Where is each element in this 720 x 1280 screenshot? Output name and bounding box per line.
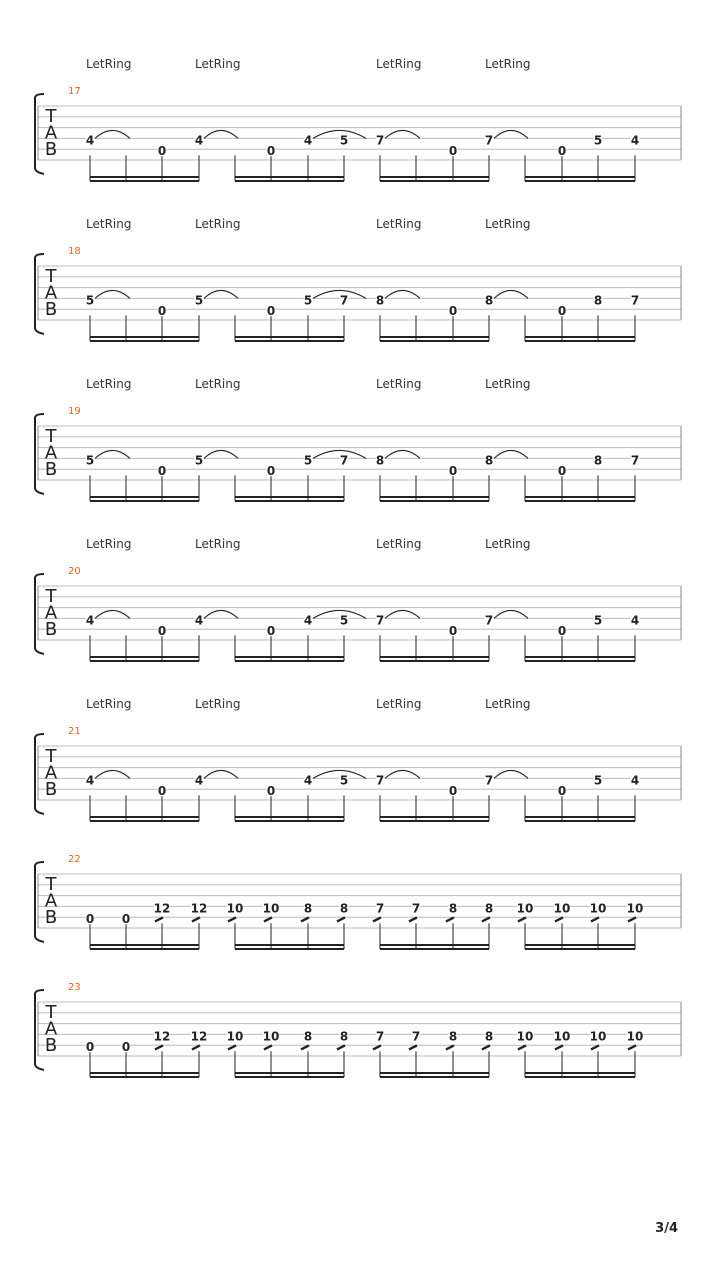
fret-number: 4 xyxy=(303,773,313,788)
fret-number: 5 xyxy=(85,453,95,468)
tab-clef-letter: B xyxy=(44,139,58,160)
fret-number: 10 xyxy=(626,1029,644,1044)
fret-number: 8 xyxy=(339,1029,349,1044)
fret-number: 10 xyxy=(553,901,571,916)
tab-clef-letter: T xyxy=(45,106,57,127)
fret-number: 7 xyxy=(484,613,494,628)
slide-mark xyxy=(155,1045,163,1049)
slide-mark xyxy=(264,917,272,921)
tab-system-23 xyxy=(35,982,681,1077)
fret-number: 0 xyxy=(557,144,567,159)
measure-number: 23 xyxy=(68,982,81,993)
fret-number: 12 xyxy=(153,1029,171,1044)
let-ring-label: LetRing xyxy=(376,697,422,711)
fret-number: 0 xyxy=(557,784,567,799)
fret-number: 5 xyxy=(339,613,349,628)
fret-number: 10 xyxy=(226,901,244,916)
fret-number: 10 xyxy=(553,1029,571,1044)
fret-number: 0 xyxy=(448,624,458,639)
fret-number: 7 xyxy=(375,901,385,916)
fret-number: 7 xyxy=(411,901,421,916)
fret-number: 8 xyxy=(484,901,494,916)
tab-system-18 xyxy=(35,217,681,341)
slide-mark xyxy=(337,917,345,921)
fret-number: 0 xyxy=(557,624,567,639)
fret-number: 4 xyxy=(85,773,95,788)
tab-clef-letter: T xyxy=(45,426,57,447)
let-ring-label: LetRing xyxy=(86,377,132,391)
measure-number: 19 xyxy=(68,406,81,417)
fret-number: 0 xyxy=(448,304,458,319)
let-ring-tie xyxy=(95,130,130,138)
let-ring-label: LetRing xyxy=(376,537,422,551)
let-ring-label: LetRing xyxy=(86,57,132,71)
tab-clef-letter: T xyxy=(45,746,57,767)
let-ring-tie xyxy=(204,290,238,298)
let-ring-tie xyxy=(385,290,420,298)
fret-number: 7 xyxy=(375,613,385,628)
fret-number: 8 xyxy=(375,293,385,308)
tab-clef-letter: T xyxy=(45,266,57,287)
fret-number: 4 xyxy=(303,613,313,628)
let-ring-label: LetRing xyxy=(195,57,241,71)
slide-mark xyxy=(482,917,490,921)
fret-number: 7 xyxy=(375,133,385,148)
slide-mark xyxy=(518,1045,526,1049)
fret-number: 7 xyxy=(630,453,640,468)
fret-number: 0 xyxy=(448,144,458,159)
let-ring-tie xyxy=(494,450,528,458)
tab-clef-letter: T xyxy=(45,874,57,895)
tab-clef-letter: B xyxy=(44,619,58,640)
fret-number: 7 xyxy=(484,773,494,788)
fret-number: 0 xyxy=(121,912,131,927)
fret-number: 10 xyxy=(516,901,534,916)
fret-number: 7 xyxy=(375,773,385,788)
measure-number: 20 xyxy=(68,566,81,577)
tab-clef-letter: A xyxy=(44,442,58,464)
fret-number: 8 xyxy=(375,453,385,468)
let-ring-label: LetRing xyxy=(485,377,531,391)
page-number: 3/4 xyxy=(655,1221,678,1236)
let-ring-tie xyxy=(494,130,528,138)
let-ring-label: LetRing xyxy=(86,217,132,231)
fret-number: 10 xyxy=(262,901,280,916)
let-ring-tie xyxy=(385,130,420,138)
fret-number: 10 xyxy=(516,1029,534,1044)
tab-clef-letter: B xyxy=(44,779,58,800)
tab-clef-letter: B xyxy=(44,299,58,320)
fret-number: 0 xyxy=(266,464,276,479)
fret-number: 8 xyxy=(593,293,603,308)
fret-number: 5 xyxy=(303,453,313,468)
tab-system-19 xyxy=(35,377,681,501)
fret-number: 4 xyxy=(194,613,204,628)
fret-number: 8 xyxy=(448,901,458,916)
fret-number: 5 xyxy=(593,773,603,788)
let-ring-tie xyxy=(95,610,130,618)
let-ring-tie xyxy=(204,770,238,778)
let-ring-label: LetRing xyxy=(86,537,132,551)
let-ring-tie xyxy=(385,450,420,458)
fret-number: 7 xyxy=(339,453,349,468)
let-ring-label: LetRing xyxy=(86,697,132,711)
slide-mark xyxy=(555,1045,563,1049)
let-ring-tie xyxy=(204,130,238,138)
fret-number: 5 xyxy=(303,293,313,308)
fret-number: 8 xyxy=(484,1029,494,1044)
fret-number: 7 xyxy=(484,133,494,148)
tab-system-21 xyxy=(35,697,681,821)
fret-number: 0 xyxy=(266,624,276,639)
slide-mark xyxy=(555,917,563,921)
fret-number: 0 xyxy=(157,624,167,639)
tab-clef-letter: A xyxy=(44,762,58,784)
fret-number: 4 xyxy=(194,133,204,148)
let-ring-label: LetRing xyxy=(195,697,241,711)
fret-number: 0 xyxy=(557,464,567,479)
fret-number: 5 xyxy=(194,293,204,308)
fret-number: 4 xyxy=(630,133,640,148)
fret-number: 4 xyxy=(303,133,313,148)
fret-number: 7 xyxy=(630,293,640,308)
fret-number: 5 xyxy=(339,133,349,148)
fret-number: 0 xyxy=(85,1040,95,1055)
fret-number: 5 xyxy=(85,293,95,308)
fret-number: 10 xyxy=(589,901,607,916)
slide-mark xyxy=(228,1045,236,1049)
fret-number: 0 xyxy=(157,784,167,799)
tab-clef-letter: B xyxy=(44,459,58,480)
fret-number: 0 xyxy=(121,1040,131,1055)
measure-number: 17 xyxy=(68,86,81,97)
fret-number: 0 xyxy=(448,784,458,799)
tab-clef-letter: A xyxy=(44,890,58,912)
fret-number: 0 xyxy=(448,464,458,479)
slide-mark xyxy=(228,917,236,921)
slide-mark xyxy=(518,917,526,921)
slide-mark xyxy=(337,1045,345,1049)
fret-number: 8 xyxy=(593,453,603,468)
slide-mark xyxy=(192,917,200,921)
let-ring-label: LetRing xyxy=(195,537,241,551)
fret-number: 8 xyxy=(303,1029,313,1044)
fret-number: 7 xyxy=(411,1029,421,1044)
let-ring-label: LetRing xyxy=(485,57,531,71)
fret-number: 5 xyxy=(593,613,603,628)
fret-number: 4 xyxy=(194,773,204,788)
measure-number: 18 xyxy=(68,246,81,257)
let-ring-tie xyxy=(95,450,130,458)
tab-clef-letter: A xyxy=(44,282,58,304)
tab-clef-letter: A xyxy=(44,122,58,144)
tab-clef-letter: A xyxy=(44,1018,58,1040)
tab-system-17 xyxy=(35,57,681,181)
fret-number: 8 xyxy=(339,901,349,916)
fret-number: 8 xyxy=(484,293,494,308)
slide-mark xyxy=(591,917,599,921)
measure-number: 21 xyxy=(68,726,81,737)
let-ring-label: LetRing xyxy=(485,697,531,711)
fret-number: 12 xyxy=(190,1029,208,1044)
fret-number: 12 xyxy=(190,901,208,916)
slide-mark xyxy=(373,917,381,921)
slide-mark xyxy=(192,1045,200,1049)
let-ring-tie xyxy=(385,770,420,778)
let-ring-tie xyxy=(95,770,130,778)
tab-clef-letter: A xyxy=(44,602,58,624)
let-ring-label: LetRing xyxy=(195,217,241,231)
fret-number: 8 xyxy=(303,901,313,916)
fret-number: 5 xyxy=(194,453,204,468)
fret-number: 5 xyxy=(593,133,603,148)
let-ring-label: LetRing xyxy=(376,377,422,391)
slide-mark xyxy=(409,1045,417,1049)
tab-system-20 xyxy=(35,537,681,661)
fret-number: 10 xyxy=(626,901,644,916)
fret-number: 4 xyxy=(85,133,95,148)
let-ring-tie xyxy=(95,290,130,298)
fret-number: 10 xyxy=(589,1029,607,1044)
measure-number: 22 xyxy=(68,854,81,865)
let-ring-tie xyxy=(385,610,420,618)
let-ring-label: LetRing xyxy=(485,537,531,551)
slide-mark xyxy=(264,1045,272,1049)
fret-number: 0 xyxy=(157,464,167,479)
fret-number: 7 xyxy=(339,293,349,308)
let-ring-tie xyxy=(204,610,238,618)
tab-clef-letter: T xyxy=(45,1002,57,1023)
fret-number: 10 xyxy=(262,1029,280,1044)
fret-number: 0 xyxy=(557,304,567,319)
slide-mark xyxy=(482,1045,490,1049)
slide-mark xyxy=(301,1045,309,1049)
let-ring-tie xyxy=(494,610,528,618)
fret-number: 10 xyxy=(226,1029,244,1044)
fret-number: 12 xyxy=(153,901,171,916)
tab-clef-letter: T xyxy=(45,586,57,607)
let-ring-label: LetRing xyxy=(485,217,531,231)
fret-number: 0 xyxy=(85,912,95,927)
slide-mark xyxy=(591,1045,599,1049)
fret-number: 4 xyxy=(630,773,640,788)
slide-mark xyxy=(409,917,417,921)
let-ring-tie xyxy=(494,290,528,298)
let-ring-tie xyxy=(204,450,238,458)
slide-mark xyxy=(373,1045,381,1049)
fret-number: 0 xyxy=(266,304,276,319)
slide-mark xyxy=(301,917,309,921)
let-ring-tie xyxy=(494,770,528,778)
slide-mark xyxy=(446,917,454,921)
tab-clef-letter: B xyxy=(44,1035,58,1056)
fret-number: 8 xyxy=(484,453,494,468)
slide-mark xyxy=(446,1045,454,1049)
let-ring-label: LetRing xyxy=(376,57,422,71)
fret-number: 0 xyxy=(157,304,167,319)
fret-number: 0 xyxy=(266,144,276,159)
let-ring-label: LetRing xyxy=(195,377,241,391)
slide-mark xyxy=(628,1045,636,1049)
fret-number: 0 xyxy=(266,784,276,799)
fret-number: 8 xyxy=(448,1029,458,1044)
fret-number: 0 xyxy=(157,144,167,159)
slide-mark xyxy=(628,917,636,921)
fret-number: 7 xyxy=(375,1029,385,1044)
tab-clef-letter: B xyxy=(44,907,58,928)
fret-number: 4 xyxy=(85,613,95,628)
tab-system-22 xyxy=(35,854,681,949)
let-ring-label: LetRing xyxy=(376,217,422,231)
fret-number: 4 xyxy=(630,613,640,628)
fret-number: 5 xyxy=(339,773,349,788)
slide-mark xyxy=(155,917,163,921)
